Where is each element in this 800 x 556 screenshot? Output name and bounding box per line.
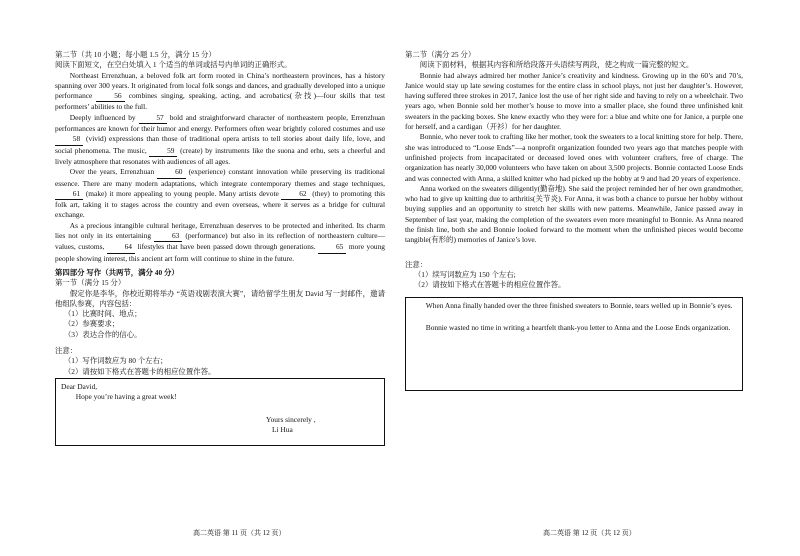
passage-paragraph-1: Northeast Errenzhuan, a beloved folk art form rooted in China’s northeastern provinces, has a history spanning over 300 years. It originated from local folk songs and dances, and gradually developed into a unique performance 56 combines singing, speaking, acting, and acrobatics(杂技)—four skills that test performers’ abilities to the full. [55,70,386,112]
passage-paragraph-4: As a precious intangible cultural heritage, Errenzhuan deserves to be protected and inherited. Its charm lies not only in its entertaining 63 (performance) but also in its reflection of northeastern culture—values, customs, 64 lifestyles that have been passed down through generations. 65 more young people showing interest, this ancient art form will continue to shine in the future. [55,220,385,263]
blank-65[interactable]: 65 [318,242,346,253]
writing-prompt: 假定你是李华，你校近期将举办 “英语戏剧表演大赛”，请给留学生朋友 David 写一封邮件，邀请他组队参赛，内容包括： [55,288,385,308]
section2-instruction: 阅读下面短文，在空白处填入 1 个适当的单词或括号内单词的正确形式。 [55,60,292,70]
box-opening-line-1: When Anna finally handed over the three finished sweaters to Bonnie, tears welled up in Bonnie’s eyes. [425,300,733,310]
continuation-answer-box[interactable] [405,297,743,391]
note-label: 注意： [55,346,78,356]
note-item: （2）请按如下格式在答题卡的相应位置作答。 [413,280,566,290]
section2-heading: 第二节（共 10 小题；每小题 1.5 分，满分 15 分） [55,50,216,59]
story-paragraph-3: Anna worked on the sweaters diligently(勤奋地). She said the project reminded her of her own grandmother, who had to give up knitting due to arthritis(关节炎). For Anna, it was both a chance to pursue her hobby without buying supplies and an opportunity to stretch her skills with new patterns. Meanwhile, Janice passed away in September of last year, making the completion of the sweaters even more meaningful to Bonnie. As Anna neared the finish line, both she and Bonnie looked forward to the moment when the unfinished pieces would become tangible(有形的) memories of Janice’s love. [405,183,743,245]
continuation-instruction: 阅读下面材料，根据其内容和所给段落开头语续写两段，使之构成一篇完整的短文。 [419,60,694,70]
letter-opening: Hope you’re having a great week! [75,392,177,402]
passage-paragraph-2: Deeply influenced by 57 bold and straightforward character of northeastern people, Errenzhuan performances are known for their humor and energy. Performers often wear brightly colored costumes and use 58 (vivid) expressions than those of traditional opera artists to tell stories about daily life, love, and social phenomena. The music, 59 (create) by instruments like the suona and erhu, sets a cheerful and lively atmosphere that resonates with audiences of all ages. [55,112,386,166]
blank-63[interactable]: 63 [154,231,182,242]
letter-signature: Li Hua [272,424,293,434]
continuation-heading: 第二节（满分 25 分） [405,50,476,59]
blank-59[interactable]: 59 [149,146,177,157]
right-page [405,50,743,391]
blank-56[interactable]: 56 [96,91,124,102]
left-page [55,50,385,446]
part4-heading: 第四部分 写作（共两节，满分 40 分） [55,267,179,277]
letter-answer-box[interactable] [55,378,385,446]
blank-60[interactable]: 60 [157,167,185,178]
note-item: （2）请按如下格式在答题卡的相应位置作答。 [63,366,216,376]
prompt-item: （3）表达合作的信心。 [63,329,142,339]
letter-greeting: Dear David, [61,381,98,391]
page-footer-right: 高二英语 第 12 页（共 12 页） [543,529,636,537]
story-paragraph-1: Bonnie had always admired her mother Janice’s creativity and kindness. Growing up in the 60’s and 70’s, Janice would stay up late sewing costumes for the entire class in school plays, not just her daughter’s. However, having suffered three strokes in 2017, Janice lost the use of her right side and having to rely on a wheelchair. Two years ago, when Bonnie sold her mother’s house to move into a smaller place, she found three unfinished knit sweaters in the packing boxes. She knew exactly who they were for: a blue and white one for Janice, a purple one for herself, and a cardigan（开衫）for her daughter. [405,70,743,132]
page-footer-left: 高二英语 第 11 页（共 12 页） [193,529,286,537]
blank-61[interactable]: 61 [55,189,83,200]
passage-paragraph-3: Over the years, Errenzhuan 60 (experience) constant innovation while preserving its traditional essence. There are many modern adaptations, which integrate contemporary themes and stage techniques, 61 (make) it more appealing to young people. Many artists devote 62 (they) to promoting this folk art, taking it to stages across the country and even overseas, where it serves as a bridge for cultural exchange. [55,167,385,220]
note-item: （1）写作词数应为 80 个左右； [63,356,168,366]
blank-62[interactable]: 62 [281,189,309,200]
blank-57[interactable]: 57 [139,113,167,124]
blank-58[interactable]: 58 [55,134,83,145]
note-item: （1）续写词数应为 150 个左右; [413,269,516,279]
writing-section1-heading: 第一节（满分 15 分） [55,278,126,288]
prompt-item: （2）参赛要求； [63,319,120,329]
note-label: 注意： [405,259,428,269]
box-opening-line-2: Bonnie wasted no time in writing a heartfelt thank-you letter to Anna and the Loose Ends organization. [425,322,731,332]
blank-64[interactable]: 64 [107,242,135,253]
letter-closing: Yours sincerely , [266,414,316,424]
story-paragraph-2: Bonnie, who never took to crafting like her mother, took the sweaters to a local knitting store for help. There, she was introduced to “Loose Ends”—a nonprofit organization founded two years ago that matches people with unfinished projects from incapacitated or deceased loved ones with volunteer crafters, free of charge. The organization has nearly 30,000 volunteers who have taken on about 3,500 projects. Bonnie contacted Loose Ends and was connected with Anna, a skilled knitter who had picked up the hobby at 9 and had 20 years of experience. [405,132,743,183]
prompt-item: （1）比赛时间、地点； [63,309,142,319]
